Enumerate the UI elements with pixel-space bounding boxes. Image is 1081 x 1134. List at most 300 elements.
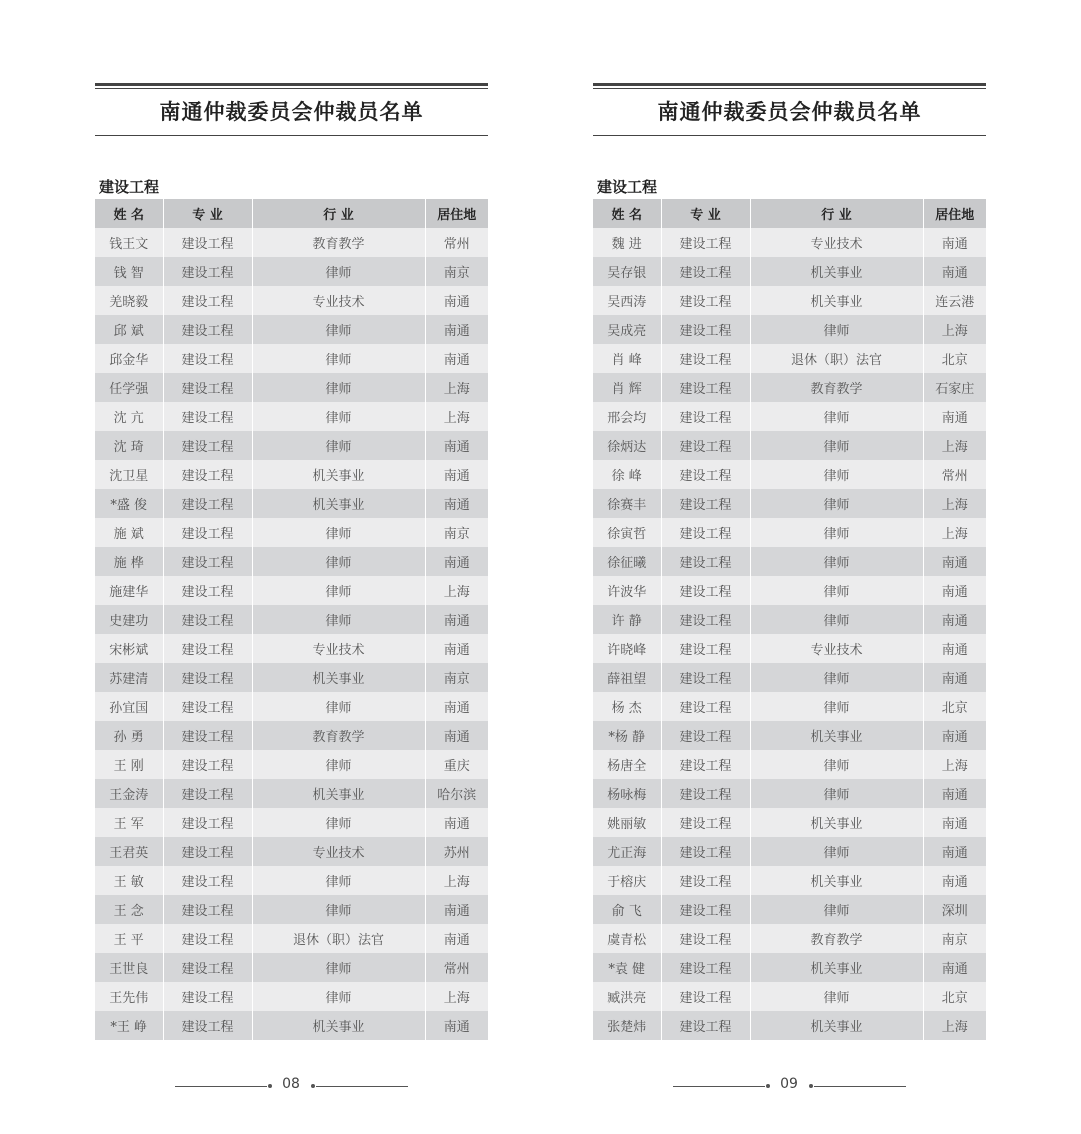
cell-industry: 律师	[750, 460, 923, 489]
cell-name: *盛 俊	[95, 489, 163, 518]
cell-residence: 哈尔滨	[425, 779, 488, 808]
cell-name: 张楚炜	[593, 1011, 661, 1040]
cell-residence: 南通	[923, 663, 986, 692]
cell-name: 王 刚	[95, 750, 163, 779]
table-row	[593, 344, 986, 373]
cell-residence: 南通	[425, 431, 488, 460]
table-row	[95, 1011, 488, 1040]
cell-industry: 机关事业	[750, 257, 923, 286]
cell-industry: 机关事业	[750, 953, 923, 982]
footer-line	[673, 1086, 765, 1087]
cell-name: 沈 琦	[95, 431, 163, 460]
cell-residence: 上海	[425, 576, 488, 605]
cell-name: 徐寅哲	[593, 518, 661, 547]
table-row	[593, 547, 986, 576]
cell-industry: 律师	[750, 895, 923, 924]
table-row	[593, 402, 986, 431]
cell-industry: 律师	[750, 402, 923, 431]
cell-industry: 律师	[252, 605, 425, 634]
table-row	[95, 692, 488, 721]
cell-specialty: 建设工程	[163, 547, 252, 576]
cell-name: 王先伟	[95, 982, 163, 1011]
cell-name: 沈 亢	[95, 402, 163, 431]
cell-industry: 专业技术	[252, 286, 425, 315]
cell-residence: 北京	[923, 692, 986, 721]
cell-name: 王 敏	[95, 866, 163, 895]
table-row	[593, 779, 986, 808]
cell-industry: 律师	[252, 808, 425, 837]
cell-industry: 律师	[252, 750, 425, 779]
cell-specialty: 建设工程	[661, 634, 750, 663]
cell-industry: 机关事业	[252, 489, 425, 518]
cell-residence: 南通	[923, 576, 986, 605]
cell-name: 孙宜国	[95, 692, 163, 721]
table-row	[95, 373, 488, 402]
cell-industry: 律师	[252, 547, 425, 576]
cell-residence: 上海	[923, 518, 986, 547]
table-row	[593, 750, 986, 779]
table-header-row	[95, 199, 488, 228]
cell-residence: 南通	[425, 460, 488, 489]
cell-name: *王 峥	[95, 1011, 163, 1040]
cell-residence: 南通	[923, 634, 986, 663]
cell-industry: 律师	[252, 953, 425, 982]
cell-name: 徐征曦	[593, 547, 661, 576]
table-row	[95, 750, 488, 779]
cell-name: 吴成亮	[593, 315, 661, 344]
cell-name: 徐赛丰	[593, 489, 661, 518]
cell-specialty: 建设工程	[163, 866, 252, 895]
cell-specialty: 建设工程	[661, 228, 750, 257]
cell-industry: 律师	[252, 692, 425, 721]
cell-industry: 机关事业	[252, 1011, 425, 1040]
table-row	[95, 431, 488, 460]
cell-residence: 南京	[425, 257, 488, 286]
cell-specialty: 建设工程	[163, 286, 252, 315]
table-row	[593, 1011, 986, 1040]
header-residence: 居住地	[923, 199, 986, 228]
cell-specialty: 建设工程	[661, 692, 750, 721]
cell-industry: 专业技术	[750, 228, 923, 257]
cell-industry: 专业技术	[252, 837, 425, 866]
cell-industry: 机关事业	[750, 866, 923, 895]
cell-residence: 南京	[425, 518, 488, 547]
cell-residence: 上海	[425, 866, 488, 895]
cell-industry: 律师	[750, 518, 923, 547]
cell-name: 许晓峰	[593, 634, 661, 663]
cell-residence: 南京	[425, 663, 488, 692]
cell-industry: 律师	[252, 518, 425, 547]
cell-industry: 专业技术	[252, 634, 425, 663]
table-row	[593, 518, 986, 547]
cell-residence: 南通	[425, 721, 488, 750]
table-row	[593, 286, 986, 315]
cell-residence: 上海	[923, 489, 986, 518]
cell-industry: 律师	[750, 982, 923, 1011]
cell-specialty: 建设工程	[661, 257, 750, 286]
cell-specialty: 建设工程	[163, 402, 252, 431]
cell-residence: 南通	[425, 808, 488, 837]
table-row	[95, 982, 488, 1011]
cell-name: 钱 智	[95, 257, 163, 286]
cell-industry: 律师	[252, 402, 425, 431]
cell-specialty: 建设工程	[163, 1011, 252, 1040]
cell-name: 臧洪亮	[593, 982, 661, 1011]
cell-industry: 机关事业	[750, 286, 923, 315]
table-row	[593, 982, 986, 1011]
cell-specialty: 建设工程	[661, 518, 750, 547]
arbitrator-table	[95, 199, 488, 1040]
cell-name: 杨咏梅	[593, 779, 661, 808]
header-specialty: 专 业	[661, 199, 750, 228]
footer-line	[316, 1086, 408, 1087]
cell-specialty: 建设工程	[661, 663, 750, 692]
table-header-row	[593, 199, 986, 228]
cell-residence: 上海	[923, 1011, 986, 1040]
cell-residence: 南通	[425, 895, 488, 924]
cell-name: 于榕庆	[593, 866, 661, 895]
cell-residence: 南通	[923, 837, 986, 866]
cell-industry: 律师	[252, 576, 425, 605]
cell-industry: 专业技术	[750, 634, 923, 663]
table-row	[593, 373, 986, 402]
table-row	[95, 547, 488, 576]
cell-residence: 南通	[923, 402, 986, 431]
cell-specialty: 建设工程	[661, 924, 750, 953]
cell-name: 钱王文	[95, 228, 163, 257]
footer-dot	[311, 1084, 315, 1088]
table-row	[593, 460, 986, 489]
cell-name: 姚丽敏	[593, 808, 661, 837]
cell-industry: 律师	[252, 895, 425, 924]
cell-industry: 律师	[252, 373, 425, 402]
cell-specialty: 建设工程	[163, 605, 252, 634]
cell-industry: 退休（职）法官	[750, 344, 923, 373]
cell-name: 王君英	[95, 837, 163, 866]
footer-line	[175, 1086, 267, 1087]
cell-specialty: 建设工程	[163, 837, 252, 866]
page-number: 09	[780, 1076, 798, 1092]
cell-residence: 北京	[923, 344, 986, 373]
cell-specialty: 建设工程	[163, 315, 252, 344]
header-industry: 行 业	[750, 199, 923, 228]
table-row	[95, 895, 488, 924]
cell-industry: 律师	[252, 315, 425, 344]
cell-specialty: 建设工程	[661, 315, 750, 344]
table-row	[95, 663, 488, 692]
cell-specialty: 建设工程	[163, 982, 252, 1011]
cell-specialty: 建设工程	[163, 489, 252, 518]
page-title: 南通仲裁委员会仲裁员名单	[159, 100, 424, 124]
title-rule	[593, 135, 986, 136]
cell-name: 施 桦	[95, 547, 163, 576]
cell-industry: 机关事业	[750, 1011, 923, 1040]
table-row	[95, 605, 488, 634]
cell-industry: 机关事业	[750, 721, 923, 750]
cell-name: 王 军	[95, 808, 163, 837]
cell-specialty: 建设工程	[661, 460, 750, 489]
table-row	[593, 257, 986, 286]
table-row	[95, 866, 488, 895]
cell-industry: 律师	[750, 547, 923, 576]
cell-name: 苏建清	[95, 663, 163, 692]
cell-industry: 教育教学	[252, 721, 425, 750]
cell-specialty: 建设工程	[163, 344, 252, 373]
cell-name: 虞青松	[593, 924, 661, 953]
cell-industry: 律师	[750, 605, 923, 634]
table-row	[593, 808, 986, 837]
table-row	[95, 518, 488, 547]
cell-residence: 南通	[425, 547, 488, 576]
cell-residence: 南通	[425, 344, 488, 373]
cell-name: 薛祖望	[593, 663, 661, 692]
cell-name: 孙 勇	[95, 721, 163, 750]
cell-name: 尤正海	[593, 837, 661, 866]
cell-residence: 南通	[425, 489, 488, 518]
table-row	[593, 721, 986, 750]
page-footer	[593, 1076, 986, 1096]
cell-specialty: 建设工程	[661, 982, 750, 1011]
table-row	[95, 489, 488, 518]
table-row	[95, 779, 488, 808]
table-row	[593, 692, 986, 721]
cell-specialty: 建设工程	[163, 779, 252, 808]
page-footer	[95, 1076, 488, 1096]
cell-industry: 律师	[750, 750, 923, 779]
header-specialty: 专 业	[163, 199, 252, 228]
cell-name: *杨 静	[593, 721, 661, 750]
cell-specialty: 建设工程	[661, 402, 750, 431]
cell-name: 许 静	[593, 605, 661, 634]
cell-residence: 连云港	[923, 286, 986, 315]
cell-specialty: 建设工程	[661, 431, 750, 460]
cell-name: 杨 杰	[593, 692, 661, 721]
cell-residence: 南通	[425, 1011, 488, 1040]
cell-name: 施 斌	[95, 518, 163, 547]
table-row	[95, 837, 488, 866]
cell-name: 肖 峰	[593, 344, 661, 373]
cell-industry: 律师	[750, 576, 923, 605]
cell-specialty: 建设工程	[661, 837, 750, 866]
cell-residence: 上海	[923, 750, 986, 779]
cell-specialty: 建设工程	[163, 808, 252, 837]
cell-specialty: 建设工程	[661, 779, 750, 808]
cell-residence: 上海	[923, 315, 986, 344]
table-row	[95, 808, 488, 837]
cell-industry: 律师	[252, 431, 425, 460]
cell-residence: 常州	[425, 228, 488, 257]
cell-residence: 南通	[923, 721, 986, 750]
table-row	[593, 634, 986, 663]
cell-specialty: 建设工程	[661, 750, 750, 779]
cell-specialty: 建设工程	[661, 721, 750, 750]
table-row	[593, 576, 986, 605]
header-name: 姓 名	[593, 199, 661, 228]
cell-specialty: 建设工程	[163, 431, 252, 460]
cell-name: 肖 辉	[593, 373, 661, 402]
cell-name: 吴西涛	[593, 286, 661, 315]
cell-specialty: 建设工程	[163, 257, 252, 286]
cell-name: 杨唐全	[593, 750, 661, 779]
table-row	[95, 344, 488, 373]
cell-name: 任学强	[95, 373, 163, 402]
cell-residence: 深圳	[923, 895, 986, 924]
cell-residence: 上海	[425, 982, 488, 1011]
top-rule-thin	[95, 88, 488, 89]
cell-specialty: 建设工程	[163, 692, 252, 721]
cell-name: 许波华	[593, 576, 661, 605]
cell-industry: 机关事业	[252, 779, 425, 808]
cell-residence: 南通	[923, 605, 986, 634]
cell-residence: 南通	[425, 634, 488, 663]
cell-specialty: 建设工程	[661, 605, 750, 634]
cell-industry: 律师	[750, 431, 923, 460]
cell-specialty: 建设工程	[163, 518, 252, 547]
title-rule	[95, 135, 488, 136]
header-industry: 行 业	[252, 199, 425, 228]
page-title: 南通仲裁委员会仲裁员名单	[657, 100, 922, 124]
cell-name: 王 念	[95, 895, 163, 924]
cell-name: 魏 进	[593, 228, 661, 257]
cell-residence: 南通	[923, 257, 986, 286]
cell-name: 王 平	[95, 924, 163, 953]
table-row	[593, 837, 986, 866]
cell-industry: 律师	[252, 866, 425, 895]
cell-residence: 常州	[425, 953, 488, 982]
cell-name: 史建功	[95, 605, 163, 634]
cell-industry: 教育教学	[750, 924, 923, 953]
cell-industry: 机关事业	[750, 808, 923, 837]
table-row	[593, 489, 986, 518]
cell-name: 徐 峰	[593, 460, 661, 489]
cell-industry: 律师	[750, 315, 923, 344]
cell-name: 吴存银	[593, 257, 661, 286]
table-row	[95, 228, 488, 257]
page-number: 08	[282, 1076, 300, 1092]
cell-name: 王金涛	[95, 779, 163, 808]
section-heading: 建设工程	[99, 178, 160, 196]
cell-residence: 上海	[425, 402, 488, 431]
footer-dot	[809, 1084, 813, 1088]
cell-specialty: 建设工程	[163, 663, 252, 692]
cell-residence: 北京	[923, 982, 986, 1011]
table-row	[593, 866, 986, 895]
cell-specialty: 建设工程	[163, 460, 252, 489]
cell-residence: 南通	[425, 286, 488, 315]
cell-name: 王世良	[95, 953, 163, 982]
section-heading: 建设工程	[597, 178, 658, 196]
arbitrator-table	[593, 199, 986, 1040]
cell-industry: 律师	[252, 344, 425, 373]
cell-name: *袁 健	[593, 953, 661, 982]
cell-residence: 南通	[425, 605, 488, 634]
table-row	[593, 605, 986, 634]
cell-industry: 机关事业	[252, 663, 425, 692]
top-rule-thin	[593, 88, 986, 89]
cell-industry: 教育教学	[750, 373, 923, 402]
cell-industry: 机关事业	[252, 460, 425, 489]
cell-residence: 南通	[425, 924, 488, 953]
table-row	[95, 257, 488, 286]
cell-industry: 教育教学	[252, 228, 425, 257]
cell-specialty: 建设工程	[661, 576, 750, 605]
cell-residence: 重庆	[425, 750, 488, 779]
header-name: 姓 名	[95, 199, 163, 228]
table-row	[95, 402, 488, 431]
cell-specialty: 建设工程	[661, 866, 750, 895]
cell-specialty: 建设工程	[163, 576, 252, 605]
cell-industry: 律师	[252, 982, 425, 1011]
cell-specialty: 建设工程	[163, 373, 252, 402]
table-row	[593, 228, 986, 257]
cell-industry: 律师	[750, 692, 923, 721]
cell-industry: 退休（职）法官	[252, 924, 425, 953]
cell-specialty: 建设工程	[163, 634, 252, 663]
cell-name: 俞 飞	[593, 895, 661, 924]
table-row	[95, 286, 488, 315]
cell-specialty: 建设工程	[661, 808, 750, 837]
footer-line	[814, 1086, 906, 1087]
cell-residence: 南通	[923, 228, 986, 257]
cell-specialty: 建设工程	[661, 286, 750, 315]
cell-name: 羌晓毅	[95, 286, 163, 315]
table-row	[95, 315, 488, 344]
table-row	[593, 953, 986, 982]
cell-residence: 石家庄	[923, 373, 986, 402]
cell-residence: 上海	[923, 431, 986, 460]
cell-specialty: 建设工程	[163, 924, 252, 953]
table-row	[593, 895, 986, 924]
cell-residence: 南通	[923, 808, 986, 837]
cell-residence: 南通	[425, 692, 488, 721]
header-residence: 居住地	[425, 199, 488, 228]
cell-specialty: 建设工程	[163, 895, 252, 924]
cell-specialty: 建设工程	[163, 750, 252, 779]
cell-specialty: 建设工程	[163, 228, 252, 257]
cell-industry: 律师	[750, 663, 923, 692]
cell-specialty: 建设工程	[661, 373, 750, 402]
cell-residence: 上海	[425, 373, 488, 402]
cell-industry: 律师	[252, 257, 425, 286]
cell-name: 沈卫星	[95, 460, 163, 489]
table-row	[593, 924, 986, 953]
cell-specialty: 建设工程	[163, 953, 252, 982]
cell-industry: 律师	[750, 489, 923, 518]
footer-dot	[268, 1084, 272, 1088]
table-row	[95, 721, 488, 750]
cell-name: 宋彬斌	[95, 634, 163, 663]
cell-specialty: 建设工程	[661, 547, 750, 576]
cell-specialty: 建设工程	[163, 721, 252, 750]
cell-residence: 南京	[923, 924, 986, 953]
cell-specialty: 建设工程	[661, 953, 750, 982]
cell-residence: 南通	[923, 953, 986, 982]
table-row	[95, 634, 488, 663]
table-row	[95, 924, 488, 953]
top-rule	[593, 83, 986, 86]
cell-residence: 南通	[923, 779, 986, 808]
cell-name: 施建华	[95, 576, 163, 605]
cell-residence: 南通	[923, 547, 986, 576]
table-row	[95, 953, 488, 982]
top-rule	[95, 83, 488, 86]
table-row	[593, 315, 986, 344]
cell-specialty: 建设工程	[661, 489, 750, 518]
cell-residence: 常州	[923, 460, 986, 489]
table-row	[593, 431, 986, 460]
table-row	[95, 576, 488, 605]
cell-industry: 律师	[750, 779, 923, 808]
